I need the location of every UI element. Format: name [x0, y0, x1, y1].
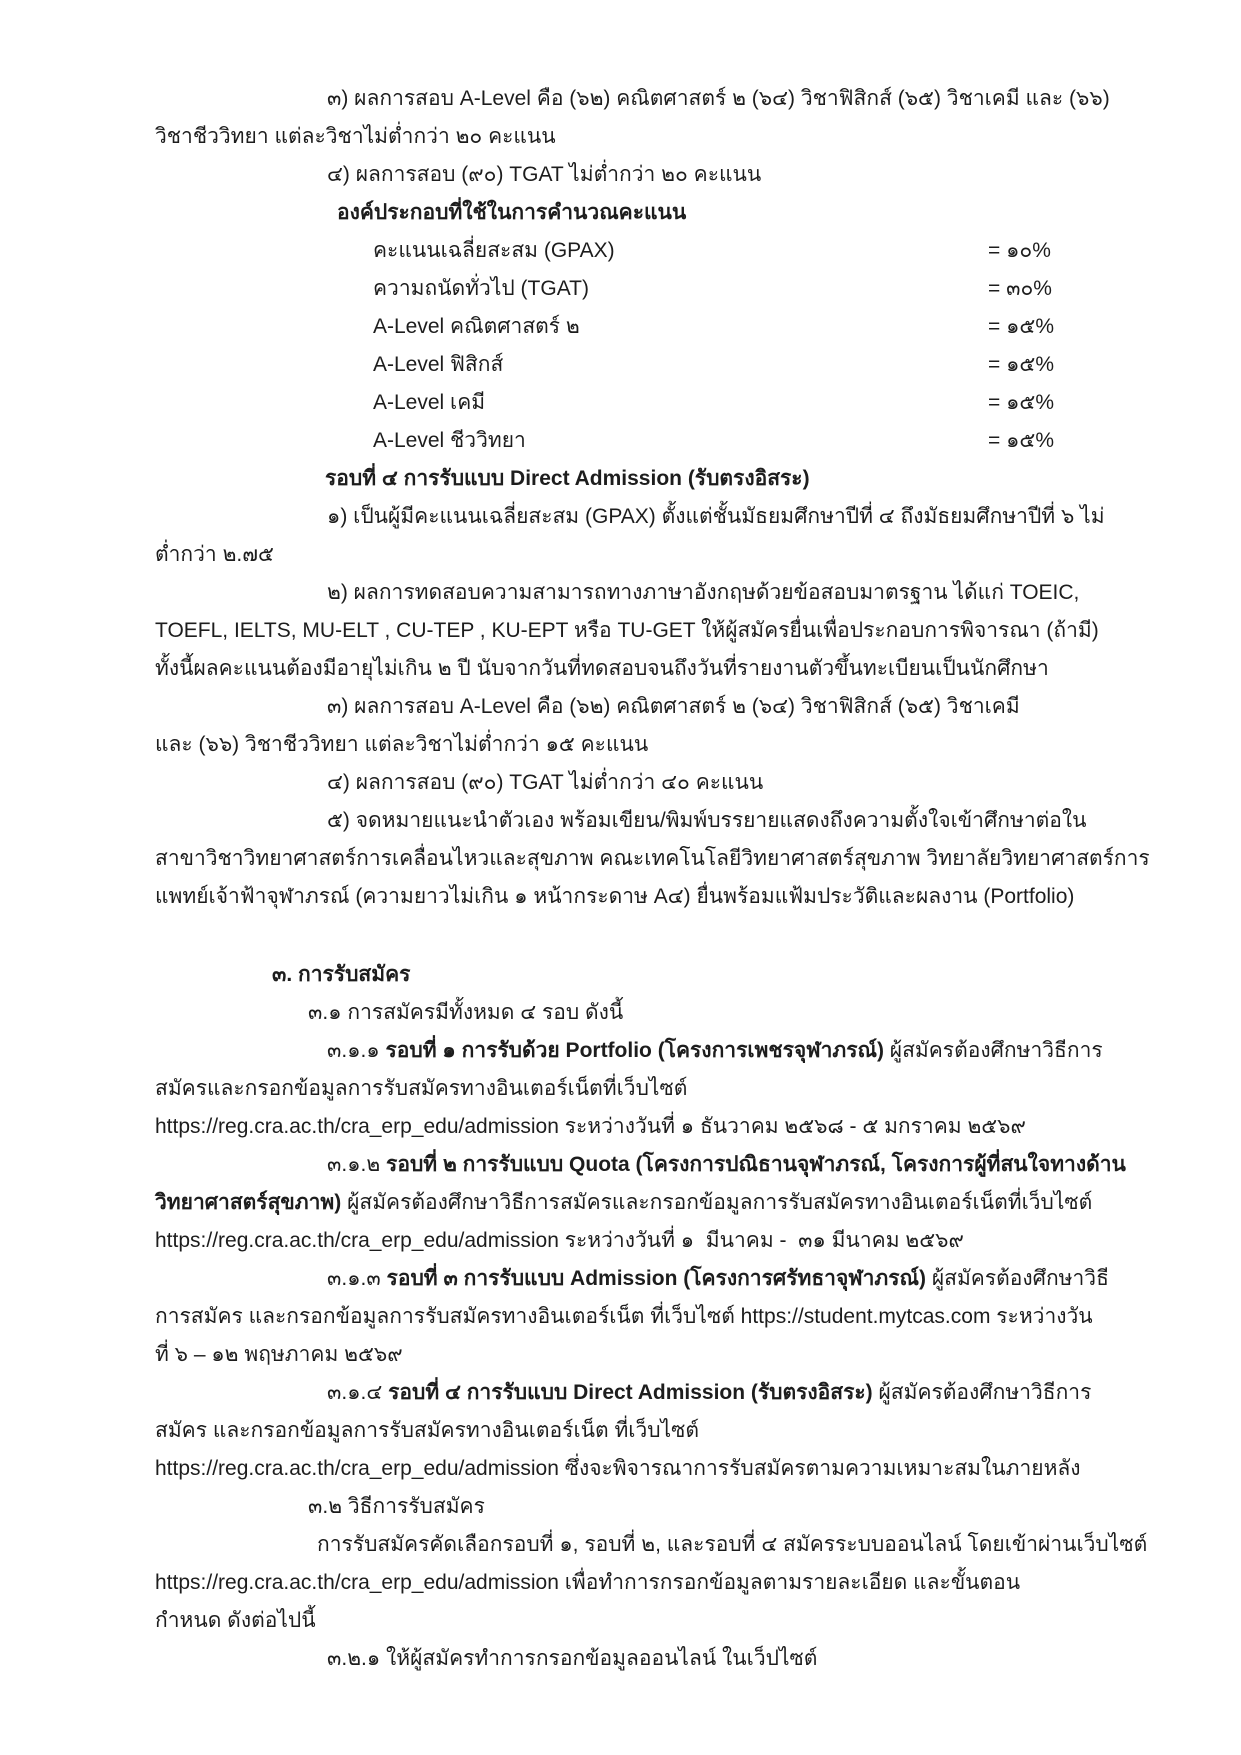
- score-label: A-Level ฟิสิกส์: [373, 353, 504, 376]
- text-segment: https://reg.cra.ac.th/cra_erp_edu/admission ระหว่างวันที่ ๑ ธันวาคม ๒๕๖๘ - ๕ มกราคม ๒๕๖๙: [155, 1115, 1026, 1138]
- text-segment: วิชาชีววิทยา แต่ละวิชาไม่ต่ำกว่า ๒๐ คะแนน: [155, 125, 556, 148]
- text-segment: ๓.๑.๓: [327, 1267, 387, 1290]
- subsection-3-1: [155, 994, 1140, 1032]
- bold-text: รอบที่ ๑ การรับด้วย Portfolio (โครงการเพชรจุฬาภรณ์): [385, 1039, 884, 1062]
- text-line: [155, 118, 1140, 156]
- score-row-math: [155, 308, 1140, 346]
- bold-text: รอบที่ ๔ การรับแบบ Direct Admission (รับตรงอิสระ): [325, 467, 810, 490]
- score-row-tgat: [155, 270, 1140, 308]
- text-segment: https://reg.cra.ac.th/cra_erp_edu/admission ระหว่างวันที่ ๑ มีนาคม - ๓๑ มีนาคม ๒๕๖๙: [155, 1229, 964, 1252]
- bold-text: รอบที่ ๒ การรับแบบ Quota (โครงการปณิธานจุฬาภรณ์, โครงการผู้ที่สนใจทางด้าน: [386, 1153, 1126, 1176]
- text-line: [155, 840, 1150, 878]
- text-segment: ๔) ผลการสอบ (๙๐) TGAT ไม่ต่ำกว่า ๔๐ คะแนน: [327, 771, 764, 794]
- clause-2-english: [155, 574, 1140, 612]
- text-segment: ๓.๑.๔: [327, 1381, 389, 1404]
- text-line: [155, 726, 1140, 764]
- text-segment: ๓) ผลการสอบ A-Level คือ (๖๒) คณิตศาสตร์ ๒ (๖๔) วิชาฟิสิกส์ (๖๕) วิชาเคมี: [327, 695, 1020, 718]
- score-label: คะแนนเฉลี่ยสะสม (GPAX): [373, 239, 615, 262]
- text-segment: และ (๖๖) วิชาชีววิทยา แต่ละวิชาไม่ต่ำกว่า ๑๕ คะแนน: [155, 733, 649, 756]
- bold-text: ๓. การรับสมัคร: [272, 963, 411, 986]
- clause-3-a-level-r4: [155, 688, 1140, 726]
- text-line: [155, 1412, 1140, 1450]
- score-row-chem: [155, 384, 1140, 422]
- text-segment: สมัคร และกรอกข้อมูลการรับสมัครทางอินเตอร์เน็ต ที่เว็บไซต์: [155, 1419, 700, 1442]
- score-row-physics: [155, 346, 1140, 384]
- text-segment: ๓.๑ การสมัครมีทั้งหมด ๔ รอบ ดังนี้: [308, 1001, 624, 1024]
- text-line: [155, 650, 1140, 688]
- score-components-heading: [155, 194, 1140, 232]
- bold-text: รอบที่ ๓ การรับแบบ Admission (โครงการศรัทธาจุฬาภรณ์): [386, 1267, 926, 1290]
- url-line: [155, 1222, 1140, 1260]
- clause-5-letter: [155, 802, 1140, 840]
- score-value: = ๓๐%: [988, 277, 1052, 300]
- clause-4-tgat-r4: [155, 764, 1140, 802]
- text-segment: https://reg.cra.ac.th/cra_erp_edu/admission เพื่อทำการกรอกข้อมูลตามรายละเอียด และขั้นตอน: [155, 1571, 1021, 1594]
- text-line: [155, 612, 1140, 650]
- text-segment: กำหนด ดังต่อไปนี้: [155, 1609, 316, 1632]
- text-line: [155, 1602, 1140, 1640]
- text-line: [155, 1526, 1148, 1564]
- text-segment: สมัครและกรอกข้อมูลการรับสมัครทางอินเตอร์เน็ตที่เว็บไซต์: [155, 1077, 688, 1100]
- item-3-1-1: [155, 1032, 1140, 1070]
- text-segment: ๓.๒.๑ ให้ผู้สมัครทำการกรอกข้อมูลออนไลน์ ในเว็ปไซต์: [327, 1647, 818, 1670]
- score-row-gpax: [155, 232, 1140, 270]
- clause-3-a-level: [155, 80, 1140, 118]
- text-segment: ๒) ผลการทดสอบความสามารถทางภาษาอังกฤษด้วยข้อสอบมาตรฐาน ได้แก่ TOEIC,: [327, 581, 1080, 604]
- item-3-1-3: [155, 1260, 1140, 1298]
- item-3-2-1: [155, 1640, 1140, 1678]
- score-label: ความถนัดทั่วไป (TGAT): [373, 277, 589, 300]
- text-line: [155, 1184, 1140, 1222]
- score-label: A-Level เคมี: [373, 391, 486, 414]
- text-segment: ต่ำกว่า ๒.๗๕: [155, 543, 274, 566]
- text-segment: ผู้สมัครต้องศึกษาวิธีการ: [883, 1039, 1103, 1062]
- bold-text: องค์ประกอบที่ใช้ในการคำนวณคะแนน: [337, 201, 687, 224]
- section-gap: [155, 916, 1140, 956]
- score-value: = ๑๕%: [988, 429, 1054, 452]
- text-segment: TOEFL, IELTS, MU-ELT , CU-TEP , KU-EPT หรือ TU-GET ให้ผู้สมัครยื่นเพื่อประกอบการพิจารณา (ถ้ามี): [155, 619, 1099, 642]
- url-line: [155, 1564, 1140, 1602]
- bold-text: รอบที่ ๔ การรับแบบ Direct Admission (รับตรงอิสระ): [388, 1381, 873, 1404]
- text-line: [155, 1336, 1140, 1374]
- text-segment: สาขาวิชาวิทยาศาสตร์การเคลื่อนไหวและสุขภาพ คณะเทคโนโลยีวิทยาศาสตร์สุขภาพ วิทยาลัยวิทยาศาสตร์การ: [155, 847, 1150, 870]
- text-line: [155, 536, 1140, 574]
- score-value: = ๑๕%: [988, 353, 1054, 376]
- text-segment: ทั้งนี้ผลคะแนนต้องมีอายุไม่เกิน ๒ ปี นับจากวันที่ทดสอบจนถึงวันที่รายงานตัวขึ้นทะเบียนเป็นนักศึกษา: [155, 657, 1049, 680]
- clause-1-gpax: [155, 498, 1140, 536]
- round-4-heading: [155, 460, 1140, 498]
- bold-text: วิทยาศาสตร์สุขภาพ): [155, 1191, 342, 1214]
- score-row-bio: [155, 422, 1140, 460]
- item-3-1-4: [155, 1374, 1140, 1412]
- score-label: A-Level ชีววิทยา: [373, 429, 526, 452]
- text-segment: ๓) ผลการสอบ A-Level คือ (๖๒) คณิตศาสตร์ ๒ (๖๔) วิชาฟิสิกส์ (๖๕) วิชาเคมี และ (๖๖): [327, 87, 1110, 110]
- text-line: [155, 1070, 1140, 1108]
- text-segment: ผู้สมัครต้องศึกษาวิธี: [926, 1267, 1109, 1290]
- text-segment: ๑) เป็นผู้มีคะแนนเฉลี่ยสะสม (GPAX) ตั้งแต่ชั้นมัธยมศึกษาปีที่ ๔ ถึงมัธยมศึกษาปีที่ ๖ ไม่: [327, 505, 1105, 528]
- clause-4-tgat: [155, 156, 1140, 194]
- text-segment: ผู้สมัครต้องศึกษาวิธีการสมัครและกรอกข้อมูลการรับสมัครทางอินเตอร์เน็ตที่เว็บไซต์: [341, 1191, 1093, 1214]
- document-content: [155, 80, 1150, 1678]
- text-segment: การสมัคร และกรอกข้อมูลการรับสมัครทางอินเตอร์เน็ต ที่เว็บไซต์ https://student.mytcas.com ระหว่างวัน: [155, 1305, 1093, 1328]
- text-segment: https://reg.cra.ac.th/cra_erp_edu/admission ซึ่งจะพิจารณาการรับสมัครตามความเหมาะสมในภายหลัง: [155, 1457, 1081, 1480]
- text-segment: ผู้สมัครต้องศึกษาวิธีการ: [872, 1381, 1092, 1404]
- score-value: = ๑๕%: [988, 391, 1054, 414]
- text-segment: ๓.๒ วิธีการรับสมัคร: [308, 1495, 485, 1518]
- score-label: A-Level คณิตศาสตร์ ๒: [373, 315, 580, 338]
- text-segment: ๕) จดหมายแนะนำตัวเอง พร้อมเขียน/พิมพ์บรรยายแสดงถึงความตั้งใจเข้าศึกษาต่อใน: [327, 809, 1087, 832]
- text-segment: ๔) ผลการสอบ (๙๐) TGAT ไม่ต่ำกว่า ๒๐ คะแนน: [327, 163, 762, 186]
- score-value: = ๑๐%: [988, 239, 1051, 262]
- url-line: [155, 1298, 1140, 1336]
- text-line: [155, 878, 1140, 916]
- score-value: = ๑๕%: [988, 315, 1054, 338]
- subsection-3-2: [155, 1488, 1140, 1526]
- text-segment: ๓.๑.๑: [327, 1039, 386, 1062]
- item-3-1-2: [155, 1146, 1140, 1184]
- url-line: [155, 1108, 1140, 1146]
- url-line: [155, 1450, 1140, 1488]
- text-segment: แพทย์เจ้าฟ้าจุฬาภรณ์ (ความยาวไม่เกิน ๑ หน้ากระดาษ A๔) ยื่นพร้อมแฟ้มประวัติและผลงาน (Portfolio): [155, 885, 1075, 908]
- text-segment: ๓.๑.๒: [327, 1153, 387, 1176]
- section-3-heading: [155, 956, 1140, 994]
- text-segment: การรับสมัครคัดเลือกรอบที่ ๑, รอบที่ ๒, และรอบที่ ๔ สมัครระบบออนไลน์ โดยเข้าผ่านเว็บไซต์: [317, 1533, 1148, 1556]
- text-segment: ที่ ๖ – ๑๒ พฤษภาคม ๒๕๖๙: [155, 1343, 403, 1366]
